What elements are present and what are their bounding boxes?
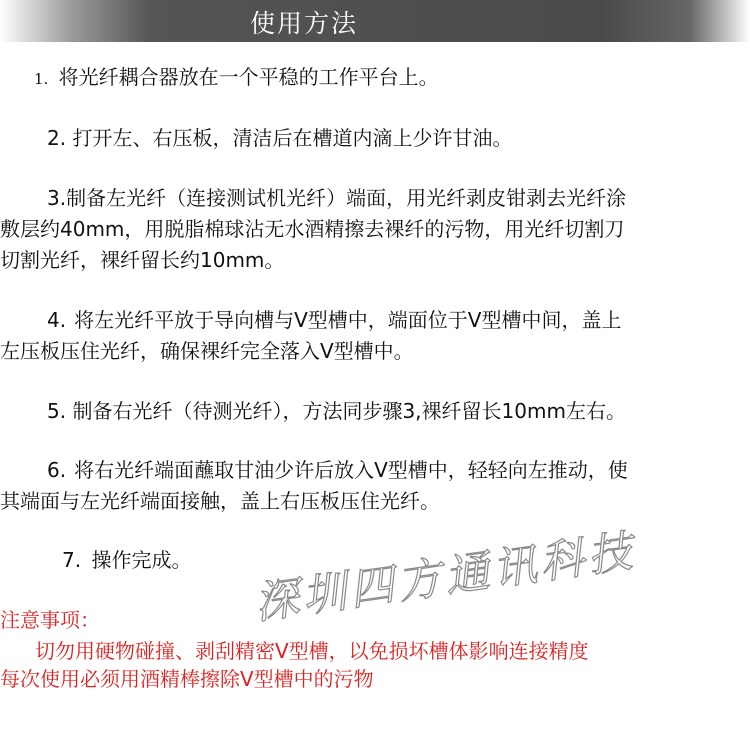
step-text: 制备右光纤（待测光纤），方法同步骤3,裸纤留长10mm左右。 [72,399,626,423]
step-number: 7. [62,548,82,572]
step-number: 6. [47,458,67,482]
step-1 [0,62,745,95]
step-text: 左压板压住光纤，确保裸纤完全落入V型槽中。 [0,339,414,363]
step-2 [0,123,745,154]
step-number: 4. [47,308,67,332]
step-5 [0,396,745,427]
step-text: 切割光纤，裸纤留长约10mm。 [0,248,285,272]
step-number: 5. [47,399,67,423]
step-number: 2. [47,126,67,150]
step-6 [0,455,745,517]
step-number: 3. [47,186,67,210]
step-text: 将右光纤端面蘸取甘油少许后放入V型槽中，轻轻向左推动，使 [74,458,628,482]
notes-item: 每次使用必须用酒精棒擦除V型槽中的污物 [0,667,374,691]
step-text: 制备左光纤（连接测试机光纤）端面，用光纤剥皮钳剥去光纤涂 [66,186,627,210]
notes-title: 注意事项： [0,608,100,632]
notes-item: 切勿用硬物碰撞、剥刮精密V型槽，以免损坏槽体影响连接精度 [35,639,589,663]
step-3 [0,183,745,276]
step-text: 将左光纤平放于导向槽与V型槽中，端面位于V型槽中间，盖上 [74,308,622,332]
step-text: 操作完成。 [91,548,192,572]
step-number: 1. [34,70,49,88]
section-header [0,0,750,42]
step-text: 敷层约40mm，用脱脂棉球沾无水酒精擦去裸纤的污物，用光纤切割刀 [0,217,625,241]
watermark: 深圳四方通讯科技 [251,525,639,630]
page-title: 使用方法 [250,9,359,38]
step-text: 其端面与左光纤端面接触，盖上右压板压住光纤。 [0,489,440,513]
step-4 [0,305,745,367]
step-text: 打开左、右压板，清洁后在槽道内滴上少许甘油。 [72,126,513,150]
step-text: 将光纤耦合器放在一个平稳的工作平台上。 [58,65,439,89]
